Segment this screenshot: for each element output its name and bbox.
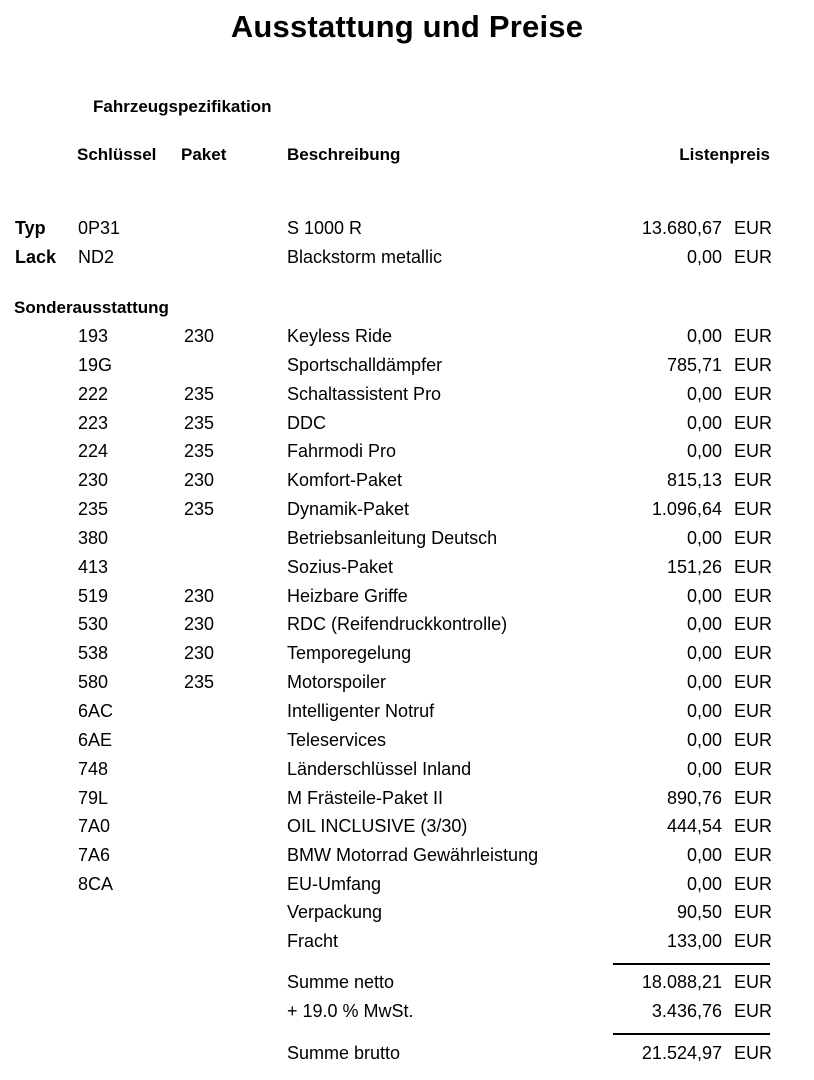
- row-description: Intelligenter Notruf: [287, 700, 435, 721]
- row-description: Verpackung: [287, 902, 383, 922]
- row-price: 133,00: [666, 930, 722, 951]
- row-currency: EUR: [734, 441, 773, 462]
- option-row: [0, 812, 814, 841]
- row-price: 0,00: [686, 758, 722, 779]
- row-label: Lack: [15, 246, 57, 267]
- row-price: 0,00: [686, 326, 722, 346]
- row-description: Dynamik-Paket: [287, 499, 410, 520]
- row-description: Keyless Ride: [287, 326, 393, 346]
- row-currency: EUR: [734, 700, 773, 721]
- row-price: 151,26: [666, 556, 722, 577]
- row-description: Summe netto: [287, 972, 395, 992]
- row-currency: EUR: [734, 383, 773, 404]
- row-code: 6AE: [78, 729, 113, 750]
- row-description: Motorspoiler: [287, 672, 387, 693]
- row-description: M Frästeile-Paket II: [287, 787, 444, 808]
- total-rows: [0, 968, 814, 1026]
- column-header-paket: Paket: [181, 145, 227, 164]
- row-price: 1.096,64: [651, 499, 722, 520]
- row-description: RDC (Reifendruckkontrolle): [287, 614, 508, 635]
- total-row: [0, 997, 814, 1026]
- base-spec-rows: [0, 214, 814, 272]
- row-code: 193: [78, 326, 109, 346]
- row-currency: EUR: [734, 729, 773, 750]
- page-title: Ausstattung und Preise: [230, 9, 584, 44]
- extra-row: [0, 927, 814, 956]
- row-currency: EUR: [734, 246, 773, 267]
- row-paket: 230: [184, 643, 215, 664]
- row-description: Fahrmodi Pro: [287, 441, 397, 462]
- row-currency: EUR: [734, 218, 773, 238]
- row-code: 8CA: [78, 874, 114, 895]
- row-currency: EUR: [734, 874, 773, 895]
- row-currency: EUR: [734, 412, 773, 433]
- row-code: 235: [78, 499, 109, 520]
- row-currency: EUR: [734, 614, 773, 635]
- row-code: ND2: [78, 246, 115, 267]
- row-currency: EUR: [734, 470, 773, 491]
- row-description: + 19.0 % MwSt.: [287, 1000, 414, 1021]
- row-code: 519: [78, 585, 109, 606]
- row-code: 538: [78, 643, 109, 664]
- row-price: 13.680,67: [641, 218, 722, 238]
- row-price: 0,00: [686, 585, 722, 606]
- row-currency: EUR: [734, 845, 773, 866]
- row-currency: EUR: [734, 930, 773, 951]
- row-description: Komfort-Paket: [287, 470, 403, 491]
- grand-total-section: [0, 1039, 814, 1068]
- row-code: 79L: [78, 787, 109, 808]
- row-code: 222: [78, 383, 109, 404]
- row-paket: 235: [184, 499, 215, 520]
- row-currency: EUR: [734, 326, 773, 346]
- row-paket: 230: [184, 585, 215, 606]
- option-row: [0, 466, 814, 495]
- table-header-row: [0, 145, 814, 167]
- row-price: 0,00: [686, 729, 722, 750]
- row-paket: 235: [184, 672, 215, 693]
- row-currency: EUR: [734, 556, 773, 577]
- option-row: [0, 610, 814, 639]
- row-description: Länderschlüssel Inland: [287, 758, 472, 779]
- row-currency: EUR: [734, 672, 773, 693]
- row-description: Schaltassistent Pro: [287, 383, 442, 404]
- row-code: 7A0: [78, 816, 111, 837]
- row-description: Summe brutto: [287, 1043, 401, 1063]
- row-price: 0,00: [686, 383, 722, 404]
- row-price: 0,00: [686, 672, 722, 693]
- row-code: 0P31: [78, 218, 121, 238]
- row-price: 0,00: [686, 700, 722, 721]
- row-code: 413: [78, 556, 109, 577]
- row-price: 0,00: [686, 643, 722, 664]
- row-code: 223: [78, 412, 109, 433]
- extra-row: [0, 898, 814, 927]
- option-row: [0, 524, 814, 553]
- row-price: 0,00: [686, 845, 722, 866]
- row-code: 224: [78, 441, 109, 462]
- column-header-listenpreis: Listenpreis: [679, 145, 770, 164]
- row-currency: EUR: [734, 499, 773, 520]
- section-title: Fahrzeugspezifikation: [93, 97, 272, 116]
- option-row: [0, 668, 814, 697]
- row-description: Heizbare Griffe: [287, 585, 408, 606]
- row-description: DDC: [287, 412, 326, 433]
- sum-rule-bottom: [613, 1033, 770, 1035]
- row-currency: EUR: [734, 902, 773, 922]
- row-paket: 235: [184, 383, 215, 404]
- option-row: [0, 553, 814, 582]
- row-currency: EUR: [734, 527, 773, 548]
- row-code: 19G: [78, 354, 113, 375]
- row-price: 785,71: [666, 354, 722, 375]
- row-currency: EUR: [734, 972, 773, 992]
- row-description: Sportschalldämpfer: [287, 354, 443, 375]
- row-description: S 1000 R: [287, 218, 363, 238]
- row-paket: 235: [184, 412, 215, 433]
- row-label: Typ: [15, 218, 46, 238]
- option-rows: [0, 322, 814, 899]
- row-code: 7A6: [78, 845, 111, 866]
- row-description: BMW Motorrad Gewährleistung: [287, 845, 539, 866]
- row-description: Teleservices: [287, 729, 387, 750]
- option-row: [0, 784, 814, 813]
- option-row: [0, 726, 814, 755]
- row-currency: EUR: [734, 1000, 773, 1021]
- option-row: [0, 380, 814, 409]
- row-code: 380: [78, 527, 109, 548]
- row-code: 748: [78, 758, 109, 779]
- row-paket: 235: [184, 441, 215, 462]
- row-currency: EUR: [734, 816, 773, 837]
- row-code: 6AC: [78, 700, 114, 721]
- column-header-schluessel: Schlüssel: [77, 145, 157, 164]
- row-currency: EUR: [734, 758, 773, 779]
- total-row: [0, 968, 814, 997]
- row-description: Sozius-Paket: [287, 556, 394, 577]
- row-description: OIL INCLUSIVE (3/30): [287, 816, 468, 837]
- option-row: [0, 322, 814, 351]
- row-price: 0,00: [686, 614, 722, 635]
- option-row: [0, 582, 814, 611]
- row-price: 0,00: [686, 441, 722, 462]
- row-currency: EUR: [734, 585, 773, 606]
- option-row: [0, 697, 814, 726]
- row-description: Temporegelung: [287, 643, 412, 664]
- spec-row: [0, 214, 814, 243]
- row-description: EU-Umfang: [287, 874, 382, 895]
- row-description: Fracht: [287, 930, 339, 951]
- row-paket: 230: [184, 614, 215, 635]
- extra-cost-rows: [0, 898, 814, 956]
- row-code: 230: [78, 470, 109, 491]
- group-title-sonderausstattung: Sonderausstattung: [14, 298, 169, 317]
- row-price: 3.436,76: [651, 1000, 722, 1021]
- row-paket: 230: [184, 470, 215, 491]
- row-price: 444,54: [666, 816, 722, 837]
- option-row: [0, 409, 814, 438]
- row-currency: EUR: [734, 354, 773, 375]
- grand-total-row: [0, 1039, 814, 1068]
- option-row: [0, 639, 814, 668]
- row-price: 90,50: [676, 902, 722, 922]
- row-price: 0,00: [686, 874, 722, 895]
- row-price: 18.088,21: [641, 972, 722, 992]
- row-currency: EUR: [734, 787, 773, 808]
- row-price: 0,00: [686, 527, 722, 548]
- row-description: Betriebsanleitung Deutsch: [287, 527, 498, 548]
- row-paket: 230: [184, 326, 215, 346]
- row-price: 890,76: [666, 787, 722, 808]
- row-price: 815,13: [666, 470, 722, 491]
- row-price: 0,00: [686, 246, 722, 267]
- row-currency: EUR: [734, 1043, 773, 1063]
- row-description: Blackstorm metallic: [287, 246, 443, 267]
- row-code: 580: [78, 672, 109, 693]
- option-row: [0, 437, 814, 466]
- option-row: [0, 841, 814, 870]
- column-header-beschreibung: Beschreibung: [287, 145, 401, 164]
- option-row: [0, 870, 814, 899]
- spec-row: [0, 243, 814, 272]
- row-code: 530: [78, 614, 109, 635]
- option-row: [0, 351, 814, 380]
- option-row: [0, 495, 814, 524]
- row-currency: EUR: [734, 643, 773, 664]
- row-price: 21.524,97: [641, 1043, 722, 1063]
- row-price: 0,00: [686, 412, 722, 433]
- option-row: [0, 755, 814, 784]
- sum-rule-top: [613, 963, 770, 965]
